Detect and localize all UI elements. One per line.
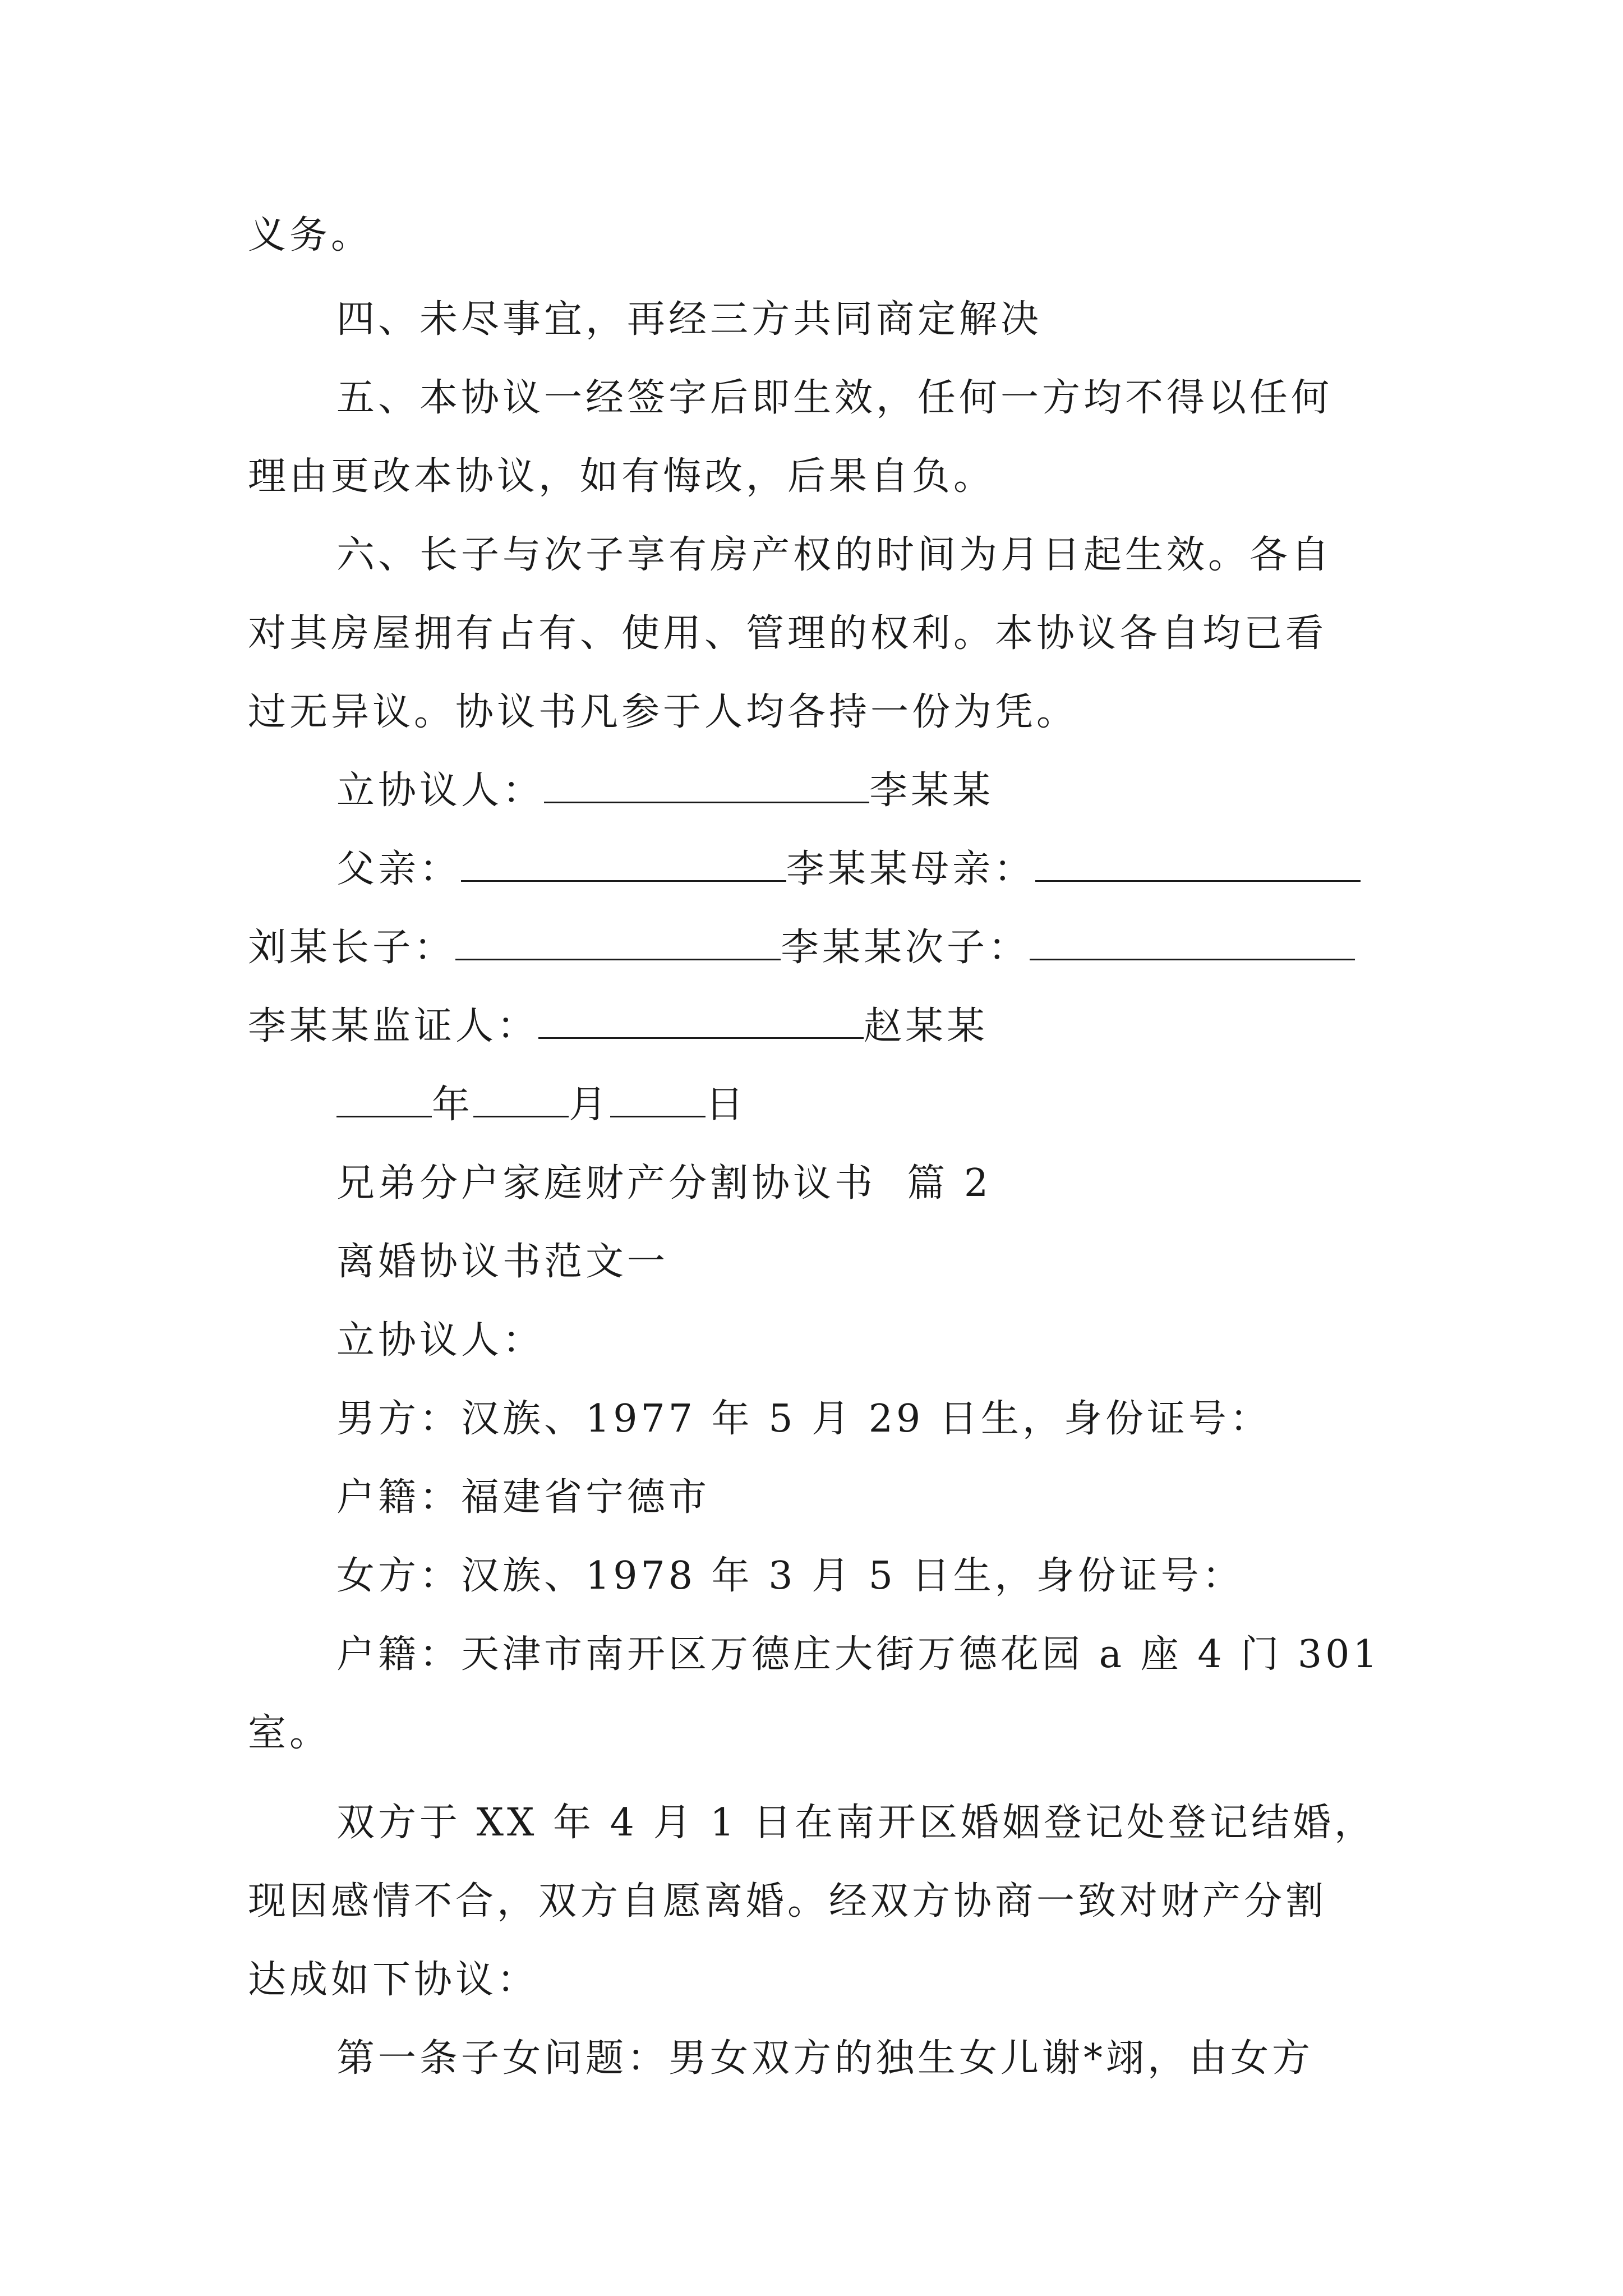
signature-sons: 刘某长子： 李某某次子：	[248, 909, 1623, 987]
signature-date: 年 月 日	[336, 1066, 1623, 1144]
date-blank	[473, 1073, 569, 1117]
man-household-registration: 户籍：福建省宁德市	[336, 1475, 711, 1520]
signature-blank	[1035, 838, 1361, 882]
signature-blank	[461, 838, 786, 882]
clause-5-line-2: 理由更改本协议，如有悔改，后果自负。	[248, 454, 995, 499]
parties-label: 立协议人：	[336, 1318, 545, 1363]
signature-father-mother: 父亲： 李某某母亲：	[336, 830, 1623, 909]
section-title: 兄弟分户家庭财产分割协议书 篇 2	[336, 1161, 992, 1205]
clause-5-line-1: 五、本协议一经签字后即生效，任何一方均不得以任何	[336, 376, 1333, 420]
signature-witness: 李某某监证人： 赵某某	[248, 987, 1623, 1066]
man-info: 男方：汉族、1977 年 5 月 29 日生，身份证号：	[336, 1397, 1271, 1441]
clause-6-line-2: 对其房屋拥有占有、使用、管理的权利。本协议各自均已看	[248, 611, 1327, 656]
paragraph-continuation: 义务。	[248, 213, 373, 257]
article-1-line-1: 第一条子女问题：男女双方的独生女儿谢*翊，由女方	[336, 2036, 1314, 2081]
document-subtitle: 离婚协议书范文一	[336, 1240, 669, 1284]
date-blank	[336, 1073, 432, 1117]
date-blank	[610, 1073, 706, 1117]
marriage-paragraph-line-2: 现因感情不合，双方自愿离婚。经双方协商一致对财产分割	[248, 1879, 1327, 1924]
clause-6-line-1: 六、长子与次子享有房产权的时间为月日起生效。各自	[336, 533, 1333, 577]
signature-blank	[455, 916, 781, 960]
signature-blank	[538, 995, 864, 1039]
marriage-paragraph-line-3: 达成如下协议：	[248, 1958, 539, 2002]
signature-blank	[544, 759, 869, 803]
signature-blank	[1030, 916, 1355, 960]
woman-info: 女方：汉族、1978 年 3 月 5 日生，身份证号：	[336, 1554, 1244, 1598]
marriage-paragraph-line-1: 双方于 XX 年 4 月 1 日在南开区婚姻登记处登记结婚，	[336, 1801, 1376, 1845]
signature-party: 立协议人： 李某某	[336, 752, 1623, 830]
clause-6-line-3: 过无异议。协议书凡参于人均各持一份为凭。	[248, 690, 1078, 734]
woman-household-registration-line-1: 户籍：天津市南开区万德庄大街万德花园 a 座 4 门 301	[336, 1632, 1381, 1677]
clause-4: 四、未尽事宜，再经三方共同商定解决	[336, 297, 1043, 342]
woman-household-registration-line-2: 室。	[248, 1711, 331, 1755]
